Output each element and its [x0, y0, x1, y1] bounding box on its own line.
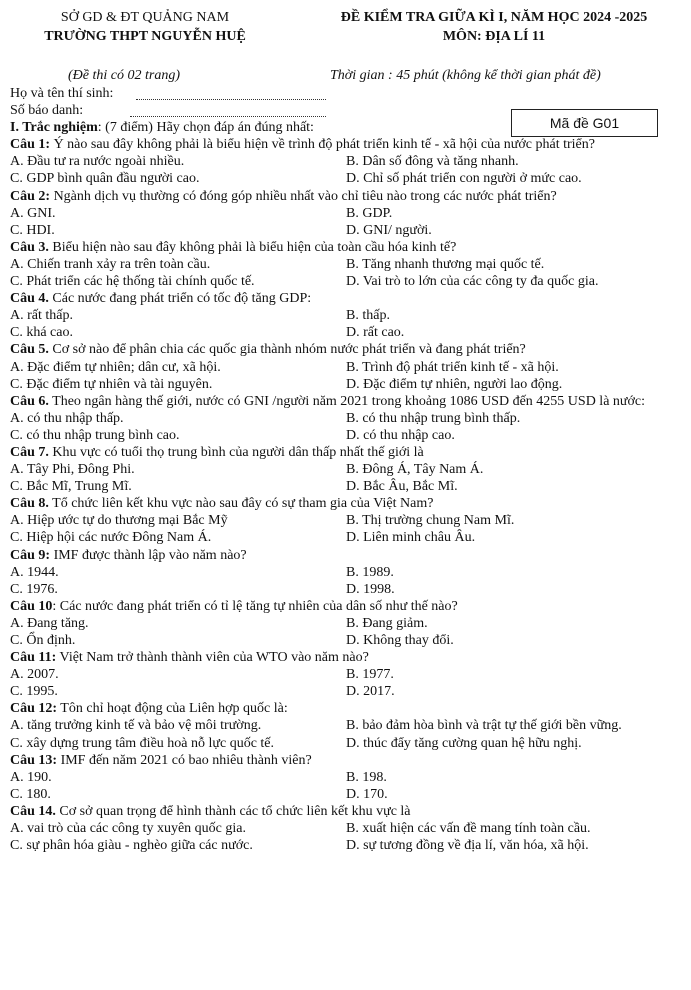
- question-item: [10, 598, 686, 649]
- answer-option: B. GDP.: [346, 205, 393, 221]
- question-list: [10, 136, 686, 854]
- section-desc: : (7 điểm) Hãy chọn đáp án đúng nhất:: [97, 120, 314, 136]
- answer-option: D. Chỉ số phát triển con người ở mức cao.: [346, 171, 582, 187]
- answer-option: D. Đặc điểm tự nhiên, người lao động.: [346, 376, 563, 392]
- question-text: Tôn chỉ hoạt động của Liên hợp quốc là:: [57, 701, 288, 717]
- answer-option: B. 1989.: [346, 564, 394, 580]
- answer-option: B. bảo đảm hòa bình và trật tự thế giới bền vững.: [346, 718, 622, 734]
- question-text: Theo ngân hàng thế giới, nước có GNI /người năm 2021 trong khoảng 1086 USD đến 4255 USD là nước:: [48, 393, 645, 409]
- exam-title: ĐỀ KIỂM TRA GIỮA KÌ I, NĂM HỌC 2024 -2025: [340, 10, 648, 25]
- answer-option: C. Ổn định.: [10, 633, 76, 648]
- question-stem: [10, 239, 686, 256]
- answer-option: A. tăng trưởng kinh tế và bảo vệ môi trường.: [10, 718, 262, 734]
- question-text: Ngành dịch vụ thường có đóng góp nhiều nhất vào chỉ tiêu nào trong các nước phát triển?: [50, 188, 557, 204]
- question-number: Câu 2:: [10, 188, 51, 204]
- answer-row: [10, 683, 686, 700]
- answer-option: D. 2017.: [346, 684, 395, 700]
- section-heading: [10, 119, 686, 136]
- candidate-name-label: Họ và tên thí sinh:: [10, 86, 114, 101]
- answer-option: D. Không thay đổi.: [346, 633, 454, 648]
- question-text: Cơ sở nào để phân chia các quốc gia thành nhóm nước phát triển và đang phát triển?: [48, 342, 526, 358]
- question-number: Câu 6.: [10, 393, 49, 409]
- answer-option: D. Liên minh châu Âu.: [346, 530, 476, 546]
- answer-option: C. xây dựng trung tâm điều hoà nỗ lực quốc tế.: [10, 735, 275, 751]
- answer-row: [10, 376, 686, 393]
- answer-row: [10, 153, 686, 170]
- question-stem: [10, 649, 686, 666]
- question-stem: [10, 136, 686, 153]
- answer-row: [10, 735, 686, 752]
- question-stem: [10, 700, 686, 717]
- answer-option: B. có thu nhập trung bình thấp.: [346, 410, 521, 426]
- answer-row: [10, 512, 686, 529]
- question-number: Câu 4.: [10, 291, 49, 307]
- question-number: Câu 12:: [10, 701, 58, 717]
- question-text: Cơ sở quan trọng để hình thành các tổ chức liên kết khu vực là: [55, 803, 411, 819]
- answer-row: [10, 581, 686, 598]
- question-text: : Các nước đang phát triển có tỉ lệ tăng tự nhiên của dân số như thế nào?: [52, 598, 458, 614]
- answer-row: [10, 564, 686, 581]
- pages-note: (Đề thi có 02 trang): [68, 68, 180, 83]
- question-number: Câu 9:: [10, 547, 51, 563]
- question-number: Câu 13:: [10, 752, 58, 768]
- question-number: Câu 10: [10, 598, 53, 614]
- answer-option: B. xuất hiện các vấn đề mang tính toàn cầu.: [346, 821, 591, 837]
- answer-option: A. Đặc điểm tự nhiên; dân cư, xã hội.: [10, 359, 221, 375]
- question-text: IMF đến năm 2021 có bao nhiêu thành viên?: [57, 752, 312, 768]
- answer-row: [10, 632, 686, 649]
- question-number: Câu 8.: [10, 496, 49, 512]
- question-stem: [10, 188, 686, 205]
- answer-option: B. Tăng nhanh thương mại quốc tế.: [346, 256, 545, 272]
- question-item: [10, 341, 686, 392]
- question-item: [10, 700, 686, 751]
- question-item: [10, 495, 686, 546]
- exam-code-box: Mã đề G01: [511, 109, 658, 137]
- school-header: [0, 8, 290, 46]
- answer-row: [10, 256, 686, 273]
- answer-option: D. Bắc Âu, Bắc Mĩ.: [346, 479, 458, 495]
- question-stem: [10, 598, 686, 615]
- answer-option: A. vai trò của các công ty xuyên quốc gia.: [10, 821, 246, 837]
- answer-option: C. 180.: [10, 786, 51, 802]
- question-stem: [10, 547, 686, 564]
- answer-option: D. thúc đẩy tăng cường quan hệ hữu nghị.: [346, 735, 582, 751]
- exam-header: [300, 8, 688, 46]
- question-item: [10, 752, 686, 803]
- question-number: Câu 1:: [10, 137, 51, 153]
- answer-row: [10, 717, 686, 734]
- section-title: I. Trắc nghiệm: [10, 120, 98, 136]
- answer-option: A. 190.: [10, 769, 52, 785]
- answer-row: [10, 273, 686, 290]
- department-name: SỞ GD & ĐT QUẢNG NAM: [60, 10, 230, 25]
- question-item: [10, 547, 686, 598]
- question-text: Các nước đang phát triển có tốc độ tăng GDP:: [48, 291, 312, 307]
- answer-option: C. Đặc điểm tự nhiên và tài nguyên.: [10, 376, 213, 392]
- answer-option: A. 2007.: [10, 667, 59, 683]
- answer-row: [10, 427, 686, 444]
- answer-option: B. 198.: [346, 769, 387, 785]
- answer-option: D. sự tương đồng về địa lí, văn hóa, xã hội.: [346, 838, 589, 854]
- answer-option: D. 170.: [346, 786, 388, 802]
- answer-option: D. Vai trò to lớn của các công ty đa quốc gia.: [346, 274, 599, 290]
- question-text: IMF được thành lập vào năm nào?: [50, 547, 247, 563]
- question-item: [10, 188, 686, 239]
- answer-option: D. rất cao.: [346, 325, 405, 341]
- answer-option: B. Đông Á, Tây Nam Á.: [346, 462, 484, 478]
- question-text: Biểu hiện nào sau đây không phải là biểu hiện của toàn cầu hóa kinh tế?: [48, 239, 457, 255]
- question-stem: [10, 290, 686, 307]
- candidate-id-label: Số báo danh:: [10, 103, 84, 119]
- question-item: [10, 444, 686, 495]
- answer-row: [10, 410, 686, 427]
- answer-row: [10, 529, 686, 546]
- answer-option: A. Tây Phi, Đông Phi.: [10, 462, 135, 478]
- answer-row: [10, 222, 686, 239]
- answer-row: [10, 461, 686, 478]
- question-number: Câu 5.: [10, 342, 49, 358]
- question-item: [10, 393, 686, 444]
- question-number: Câu 14.: [10, 803, 56, 819]
- answer-option: C. Bắc Mĩ, Trung Mĩ.: [10, 479, 132, 495]
- answer-option: A. có thu nhập thấp.: [10, 410, 124, 426]
- question-stem: [10, 803, 686, 820]
- answer-option: A. Đang tăng.: [10, 615, 89, 631]
- answer-row: [10, 820, 686, 837]
- answer-row: [10, 769, 686, 786]
- answer-row: [10, 359, 686, 376]
- question-stem: [10, 341, 686, 358]
- answer-option: A. Hiệp ước tự do thương mại Bắc Mỹ: [10, 513, 228, 529]
- answer-option: C. có thu nhập trung bình cao.: [10, 427, 180, 443]
- answer-option: A. 1944.: [10, 564, 59, 580]
- answer-option: B. Trình độ phát triển kinh tế - xã hội.: [346, 359, 559, 375]
- subject-title: MÔN: ĐỊA LÍ 11: [442, 29, 546, 44]
- exam-content: [10, 85, 686, 854]
- answer-option: B. 1977.: [346, 667, 394, 683]
- answer-row: [10, 478, 686, 495]
- answer-option: A. GNI.: [10, 205, 56, 221]
- question-stem: [10, 393, 686, 410]
- question-number: Câu 11:: [10, 650, 57, 666]
- question-text: Việt Nam trở thành thành viên của WTO vào năm nào?: [56, 650, 369, 666]
- answer-row: [10, 324, 686, 341]
- answer-option: B. thấp.: [346, 308, 390, 324]
- question-item: [10, 136, 686, 187]
- question-text: Tổ chức liên kết khu vực nào sau đây có sự tham gia của Việt Nam?: [48, 496, 434, 512]
- answer-option: C. 1995.: [10, 684, 58, 700]
- answer-option: B. Dân số đông và tăng nhanh.: [346, 154, 519, 170]
- answer-row: [10, 170, 686, 187]
- question-text: Khu vực có tuổi thọ trung bình của người dân thấp nhất thế giới là: [48, 444, 424, 460]
- answer-row: [10, 786, 686, 803]
- answer-option: A. rất thấp.: [10, 308, 73, 324]
- answer-option: D. GNI/ người.: [346, 222, 432, 238]
- answer-option: C. Phát triển các hệ thống tài chính quốc tế.: [10, 274, 255, 290]
- question-number: Câu 7.: [10, 444, 49, 460]
- answer-option: A. Đầu tư ra nước ngoài nhiều.: [10, 154, 185, 170]
- answer-option: D. có thu nhập cao.: [346, 427, 455, 443]
- answer-option: B. Đang giảm.: [346, 615, 428, 631]
- school-name: TRƯỜNG THPT NGUYỄN HUỆ: [44, 29, 246, 44]
- question-stem: [10, 444, 686, 461]
- question-item: [10, 290, 686, 341]
- question-stem: [10, 752, 686, 769]
- question-item: [10, 239, 686, 290]
- answer-option: D. 1998.: [346, 581, 395, 597]
- answer-option: C. 1976.: [10, 581, 58, 597]
- answer-row: [10, 307, 686, 324]
- answer-row: [10, 666, 686, 683]
- answer-option: B. Thị trường chung Nam Mĩ.: [346, 513, 515, 529]
- answer-option: C. Hiệp hội các nước Đông Nam Á.: [10, 530, 212, 546]
- time-note: Thời gian : 45 phút (không kể thời gian phát đề): [330, 68, 601, 83]
- answer-row: [10, 205, 686, 222]
- answer-option: C. khá cao.: [10, 325, 73, 341]
- answer-option: C. HDI.: [10, 222, 55, 238]
- question-text: Ý nào sau đây không phải là biểu hiện về trình độ phát triển kinh tế - xã hội của nước phát triển?: [50, 137, 595, 153]
- answer-row: [10, 615, 686, 632]
- question-item: [10, 649, 686, 700]
- answer-option: A. Chiến tranh xảy ra trên toàn cầu.: [10, 256, 211, 272]
- question-item: [10, 803, 686, 854]
- question-stem: [10, 495, 686, 512]
- question-number: Câu 3.: [10, 239, 49, 255]
- answer-option: C. GDP bình quân đầu người cao.: [10, 171, 200, 187]
- answer-row: [10, 837, 686, 854]
- answer-option: C. sự phân hóa giàu - nghèo giữa các nước.: [10, 838, 253, 854]
